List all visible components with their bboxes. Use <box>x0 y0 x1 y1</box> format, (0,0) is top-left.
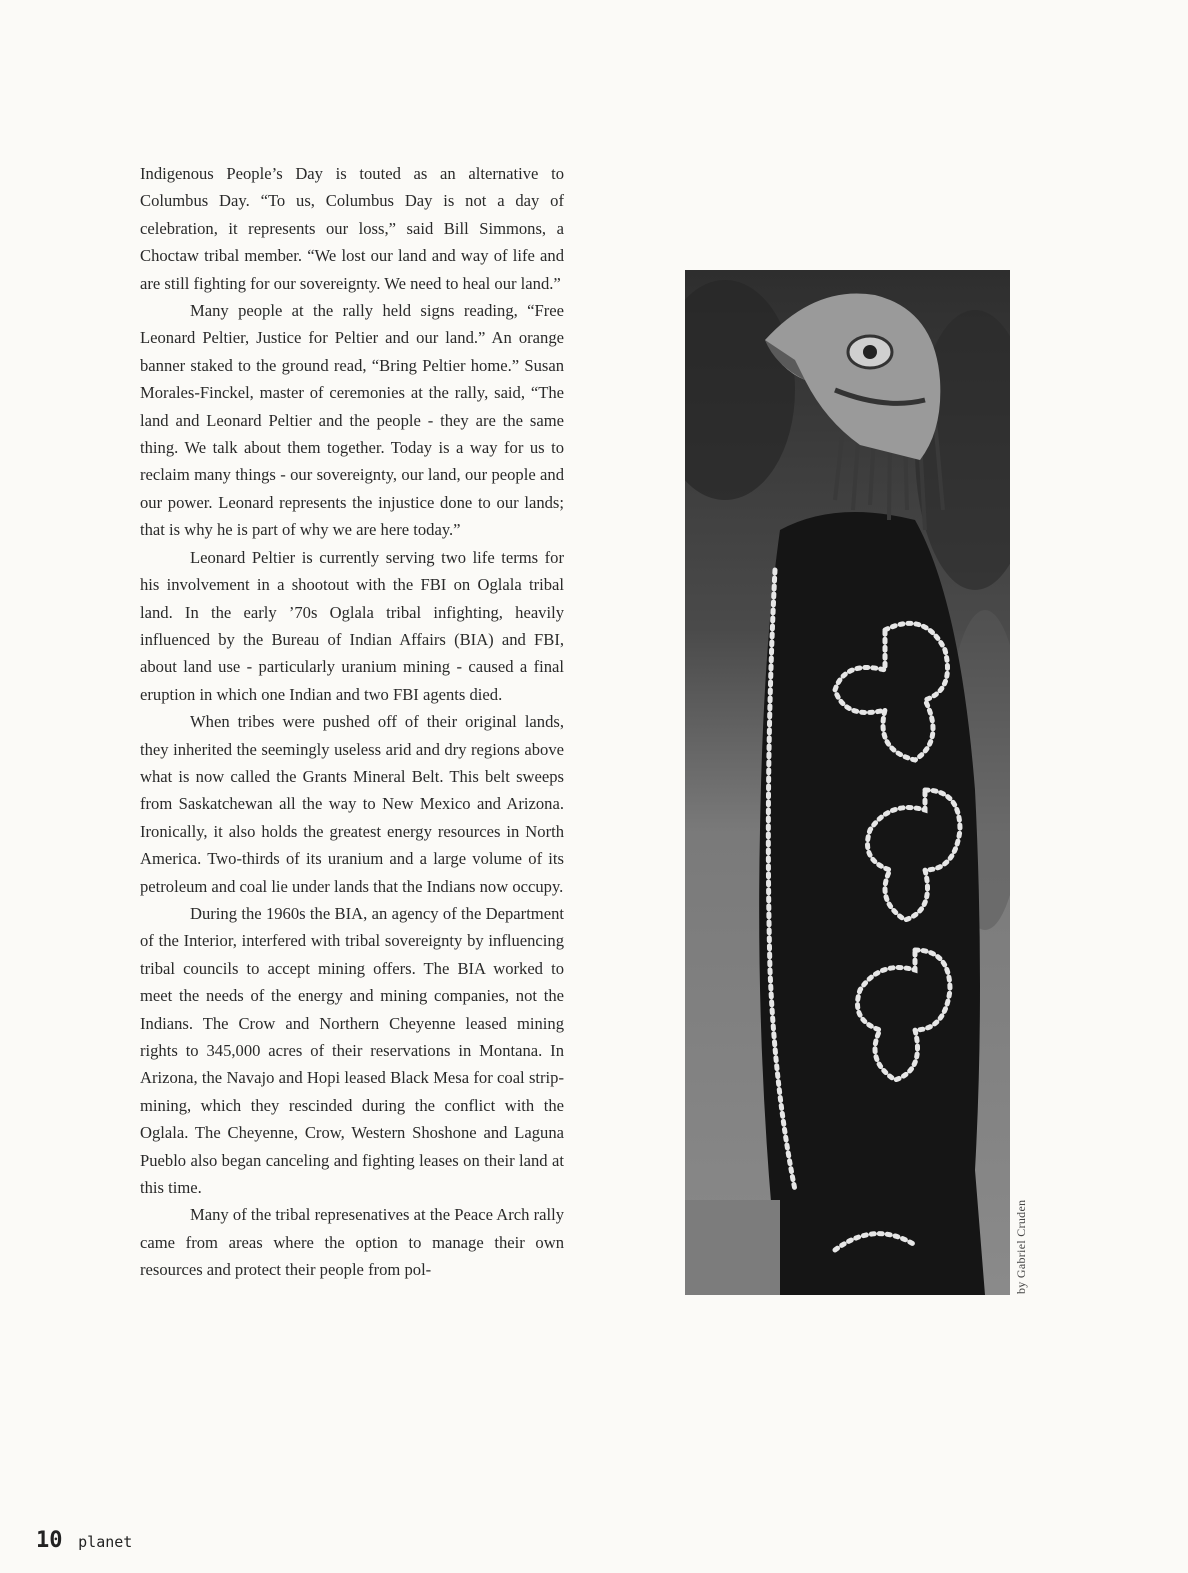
publication-name: planet <box>78 1533 133 1551</box>
photo-credit: by Gabriel Cruden <box>1014 1199 1028 1294</box>
paragraph-5: During the 1960s the BIA, an agency of the Department of the Interior, interfered with tribal sovereignty by influencing tribal councils to accept mining offers. The BIA worked to meet the needs of the energy and mining companies, not the Indians. The Crow and Northern Cheyenne leased mining rights to 345,000 acres of their reservations in Montana. In Arizona, the Navajo and Hopi leased Black Mesa for coal strip-mining, which they rescinded during the conflict with the Oglala. The Cheyenne, Crow, Western Shoshone and Laguna Pueblo also began canceling and fighting leases on their land at this time. <box>140 903 564 1198</box>
photo-illustration <box>685 270 1010 1295</box>
page-footer <box>36 1528 132 1553</box>
page-number: 10 <box>36 1528 63 1553</box>
paragraph-6: Many of the tribal represenatives at the Peace Arch rally came from areas where the option to manage their own resources and protect their people from pol- <box>140 1205 564 1280</box>
paragraph-4: When tribes were pushed off of their original lands, they inherited the seemingly useless arid and dry regions above what is now called the Grants Mineral Belt. This belt sweeps from Saskatchewan all the way to New Mexico and Arizona. Ironically, it also holds the greatest energy resources in North America. Two-thirds of its uranium and a large volume of its petroleum and coal lie under lands that the Indians now occupy. <box>140 712 564 896</box>
photo-masked-dancer <box>685 270 1010 1295</box>
paragraph-1: Indigenous People’s Day is touted as an alternative to Columbus Day. “To us, Columbus Day is not a day of celebration, it represents our loss,” said Bill Simmons, a Choctaw tribal member. “We lost our land and way of life and are still fighting for our sovereignty. We need to heal our land.” <box>140 164 564 293</box>
paragraph-2: Many people at the rally held signs reading, “Free Leonard Peltier, Justice for Peltier and our land.” An orange banner staked to the ground read, “Bring Peltier home.” Susan Morales-Finckel, master of ceremonies at the rally, said, “The land and Leonard Peltier and the people - they are the same thing. We talk about them together. Today is a way for us to reclaim many things - our sovereignty, our land, our people and our power. Leonard represents the injustice done to our lands; that is why he is part of why we are here today.” <box>140 301 564 540</box>
paragraph-3: Leonard Peltier is currently serving two life terms for his involvement in a shootout with the FBI on Oglala tribal land. In the early ’70s Oglala tribal infighting, heavily influenced by the Bureau of Indian Affairs (BIA) and FBI, about land use - particularly uranium mining - caused a final eruption in which one Indian and two FBI agents died. <box>140 547 564 704</box>
article-body <box>140 160 564 1284</box>
